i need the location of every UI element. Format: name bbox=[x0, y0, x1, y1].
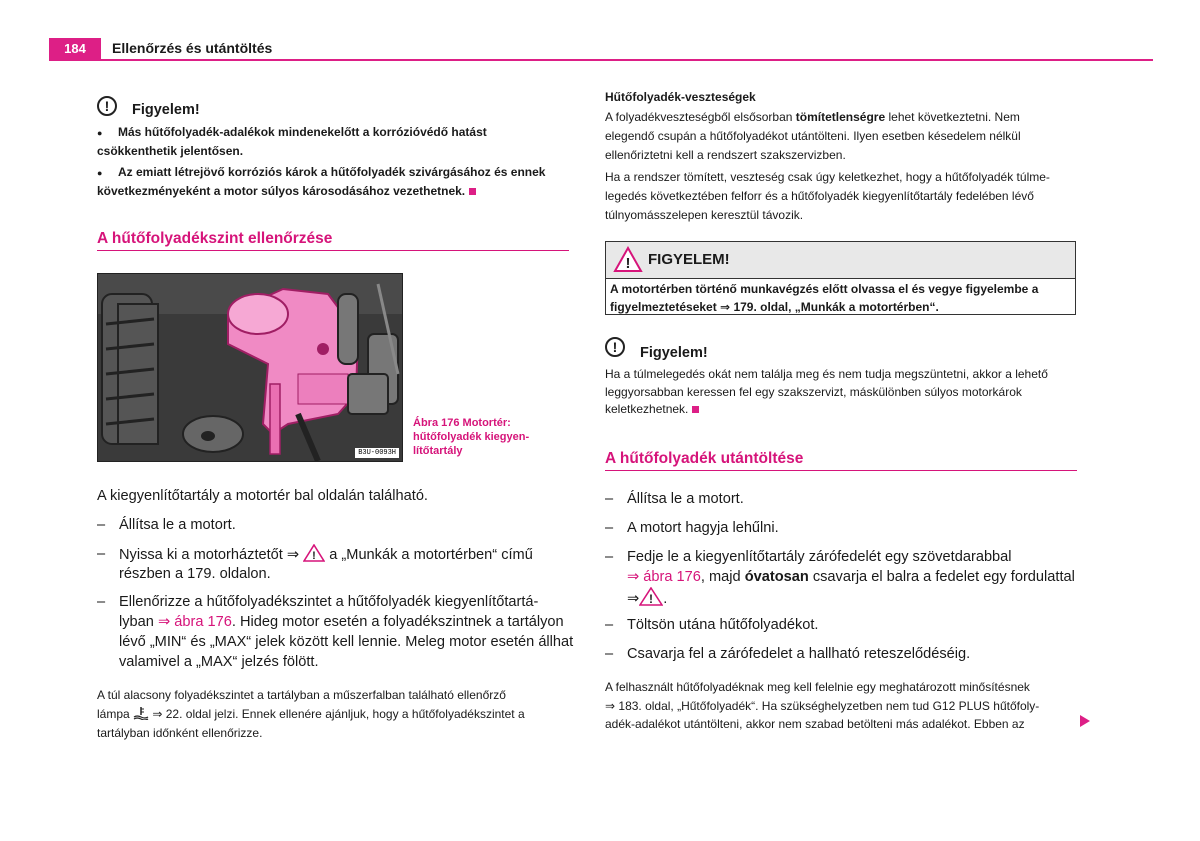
refill-dash-3: – bbox=[605, 549, 614, 565]
losses-line-2: elegendő csupán a hűtőfolyadékot utántölteni. Ilyen esetben késedelem nélkül bbox=[605, 129, 1021, 143]
note2-body bbox=[605, 366, 1085, 419]
refill-step-3-line-2a: , majd bbox=[700, 569, 745, 585]
losses-line-1a: A folyadékveszteségből elsősorban bbox=[605, 110, 796, 124]
coolant-temp-lamp-icon bbox=[133, 706, 149, 720]
page-number: 184 bbox=[49, 38, 101, 60]
svg-text:!: ! bbox=[649, 592, 654, 606]
step-3-line-3: lévő „MIN“ és „MAX“ jelek között kell lennie. Meleg motor esetén állhat bbox=[119, 634, 574, 650]
step-3-line-2 bbox=[119, 612, 579, 632]
section-rule bbox=[605, 470, 1077, 471]
warning-line-1: A motortérben történő munkavégzés előtt olvassa el és vegye figyelembe a bbox=[610, 282, 1039, 296]
refill-step-3-period: . bbox=[663, 591, 668, 607]
losses-line-3: ellenőriztetni kell a rendszert szakszervizben. bbox=[605, 148, 846, 162]
losses-line-1 bbox=[605, 108, 1085, 127]
intro-text: A kiegyenlítőtartály a motortér bal oldalán található. bbox=[97, 488, 428, 504]
refill-step-2: A motort hagyja lehűlni. bbox=[627, 520, 779, 536]
note2-title: Figyelem! bbox=[640, 345, 708, 361]
losses-line-1-bold: tömítetlenségre bbox=[795, 110, 886, 124]
note-title: Figyelem! bbox=[132, 102, 200, 118]
warning-body bbox=[606, 279, 1075, 316]
spec-line-1: A felhasznált hűtőfolyadéknak meg kell felelnie egy meghatározott minősítésnek bbox=[605, 680, 1030, 694]
end-mark-icon bbox=[469, 188, 476, 195]
refill-step-3-line-3 bbox=[627, 587, 1087, 609]
warning-triangle-icon bbox=[613, 246, 643, 273]
end-mark-icon bbox=[692, 406, 699, 413]
losses2-line-2: legedés következtében felforr és a hűtőfolyadék kiegyenlítőtartály fedelében lévő bbox=[605, 189, 1034, 203]
step-2-line-2: részben a 179. oldalon. bbox=[119, 566, 271, 582]
refill-step-3 bbox=[627, 547, 1087, 609]
figure-code: B3U-0093H bbox=[355, 448, 399, 458]
losses2-line-1: Ha a rendszer tömített, veszteség csak úgy keletkezhet, hogy a hűtőfolyadék túlme- bbox=[605, 170, 1050, 184]
note2-line-1: Ha a túlmelegedés okát nem találja meg és nem tudja megszüntetni, akkor a lehető bbox=[605, 367, 1048, 381]
step-3 bbox=[119, 592, 579, 672]
section-rule bbox=[97, 250, 569, 251]
section-title-refill: A hűtőfolyadék utántöltése bbox=[605, 450, 804, 467]
engine-bay-illustration bbox=[98, 274, 402, 461]
note-bullet-2-text: Az emiatt létrejövő korróziós károk a hűtőfolyadék szivárgásához és ennek következményeként a motor súlyos károsodásához vezethetnek. bbox=[97, 165, 546, 198]
warning-title: FIGYELEM! bbox=[648, 251, 730, 268]
figure-caption bbox=[413, 416, 529, 458]
refill-dash-4: – bbox=[605, 617, 614, 633]
svg-text:!: ! bbox=[625, 255, 631, 272]
step-dash-1: – bbox=[97, 517, 106, 533]
step-1: Állítsa le a motort. bbox=[119, 517, 236, 533]
spec-line-2: ⇒ 183. oldal, „Hűtőfolyadék“. Ha szükséghelyzetben nem tud G12 PLUS hűtőfoly- bbox=[605, 698, 1040, 713]
warning-box-header bbox=[606, 242, 1075, 279]
continue-arrow-icon[interactable] bbox=[1079, 714, 1091, 728]
warning-lamp-paragraph bbox=[97, 686, 577, 743]
exclamation-circle-icon: ! bbox=[97, 96, 117, 116]
page-header-title: Ellenőrzés és utántöltés bbox=[112, 40, 273, 56]
refill-step-3-line-1: Fedje le a kiegyenlítőtartály zárófedelét egy szövetdarabbal bbox=[627, 549, 1012, 565]
note-bullet-1 bbox=[97, 123, 537, 161]
spec-line-3: adék-adalékot utántölteni, akkor nem szabad betölteni más adalékot. Ebben az bbox=[605, 717, 1025, 731]
paragraph-line-2b: ⇒ 22. oldal jelzi. Ennek ellenére ajánljuk, hogy a hűtőfolyadékszintet a bbox=[149, 707, 525, 721]
paragraph-line-2a: lámpa bbox=[97, 707, 134, 721]
step-dash-3: – bbox=[97, 594, 106, 610]
note-bullet-2 bbox=[97, 163, 547, 201]
step-2 bbox=[119, 544, 533, 565]
section-title-check: A hűtőfolyadékszint ellenőrzése bbox=[97, 230, 333, 247]
figure-176-link[interactable]: ⇒ ábra 176 bbox=[627, 569, 701, 585]
refill-step-3-line-2 bbox=[627, 567, 1087, 587]
header-rule bbox=[49, 59, 1153, 61]
losses-line-1b: lehet következtetni. Nem bbox=[885, 110, 1020, 124]
refill-step-4: Töltsön utána hűtőfolyadékot. bbox=[627, 617, 819, 633]
refill-step-5: Csavarja fel a zárófedelet a hallható reteszelődéséig. bbox=[627, 646, 971, 662]
step-2-text-a: Nyissa ki a motorháztetőt ⇒ bbox=[119, 547, 300, 563]
warning-box bbox=[605, 241, 1076, 315]
warning-triangle-icon bbox=[639, 587, 663, 606]
step-3-line-2b: . Hideg motor esetén a folyadékszintnek a tartályon bbox=[231, 614, 564, 630]
losses-paragraph-2 bbox=[605, 168, 1085, 225]
engine-bay-figure bbox=[97, 273, 403, 462]
step-2-text-b: a „Munkák a motortérben“ című bbox=[329, 547, 533, 563]
refill-step-3-line-2b: csavarja el balra a fedelet egy fordulattal bbox=[808, 569, 1075, 585]
refill-step-1: Állítsa le a motort. bbox=[627, 491, 744, 507]
paragraph-line-1: A túl alacsony folyadékszintet a tartályban a műszerfalban található ellenőrző bbox=[97, 688, 506, 702]
svg-text:!: ! bbox=[312, 550, 317, 562]
losses-title: Hűtőfolyadék-veszteségek bbox=[605, 90, 756, 104]
step-dash-2: – bbox=[97, 546, 106, 562]
refill-step-3-bold: óvatosan bbox=[744, 569, 809, 585]
note2-line-3 bbox=[605, 401, 1085, 419]
coolant-spec-paragraph bbox=[605, 678, 1085, 734]
figure-caption-line-1: Ábra 176 Motortér: bbox=[413, 417, 511, 429]
paragraph-line-2 bbox=[97, 705, 577, 724]
figure-caption-line-3: lítőtartály bbox=[413, 445, 463, 457]
figure-176-link[interactable]: ⇒ ábra 176 bbox=[157, 614, 232, 630]
note2-line-3-text: keletkezhetnek. bbox=[605, 402, 689, 416]
step-3-line-2a: lyban bbox=[119, 614, 158, 630]
note2-line-2: leggyorsabban keressen fel egy szakszervizt, máskülönben súlyos motorkárok bbox=[605, 384, 1022, 399]
paragraph-line-3: tartályban időnként ellenőrizze. bbox=[97, 726, 263, 740]
warning-line-2: figyelmeztetéseket ⇒ 179. oldal, „Munkák a motortérben“. bbox=[610, 300, 939, 314]
figure-caption-line-2: hűtőfolyadék kiegyen- bbox=[413, 431, 530, 443]
refill-dash-2: – bbox=[605, 520, 614, 536]
refill-dash-5: – bbox=[605, 646, 614, 662]
losses2-line-3: túlnyomásszelepen keresztül távozik. bbox=[605, 208, 804, 222]
refill-dash-1: – bbox=[605, 491, 614, 507]
exclamation-circle-icon: ! bbox=[605, 337, 625, 357]
step-3-line-1: Ellenőrizze a hűtőfolyadékszintet a hűtőfolyadék kiegyenlítőtartá- bbox=[119, 594, 539, 610]
refill-step-3-arrow: ⇒ bbox=[627, 591, 640, 607]
losses-paragraph-1 bbox=[605, 108, 1085, 165]
note-bullet-1-text: Más hűtőfolyadék-adalékok mindenekelőtt a korrózióvédő hatást csökkenthetik jelentősen. bbox=[97, 125, 487, 158]
warning-triangle-icon bbox=[303, 544, 325, 562]
step-3-line-4: valamivel a „MAX“ jelzés fölött. bbox=[119, 654, 319, 670]
